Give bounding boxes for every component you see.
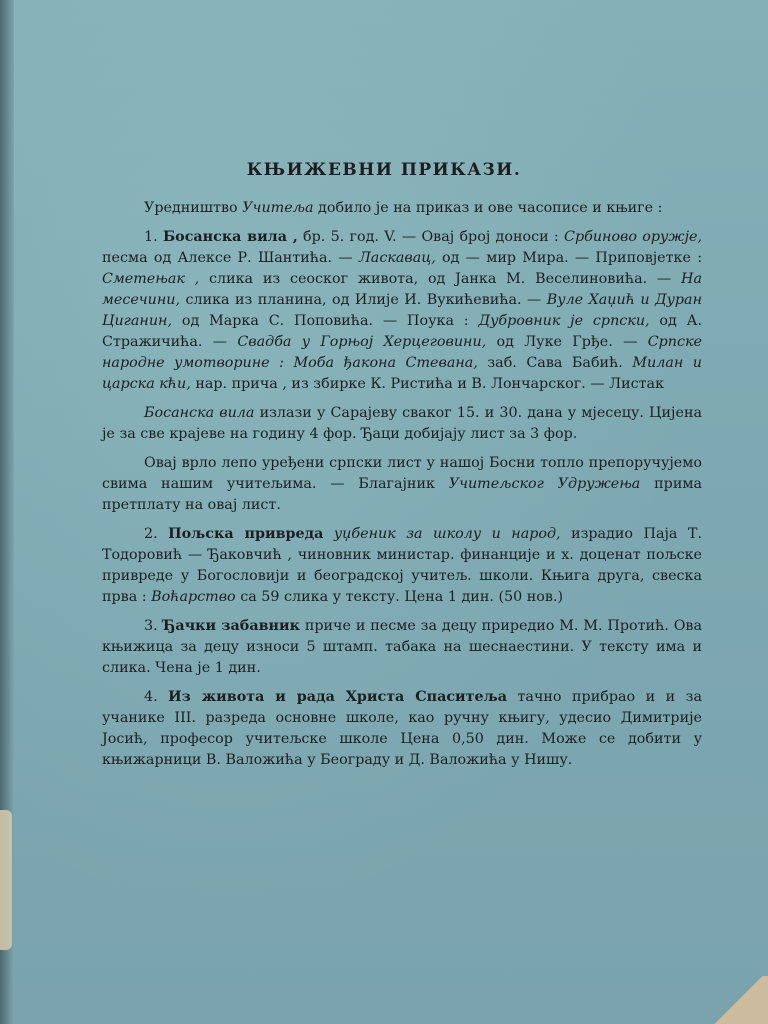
- item-text: приче и песме за децу приредио М. М. Протић. Ова књижица за децу износи 5 штамп. табака на шеснаестини. У тексту има и слика. Чена је 1 дин.: [102, 618, 702, 676]
- journal-name: Учитеља: [242, 200, 314, 216]
- item-title: Из живота и рада Христа Спаситеља: [168, 689, 508, 705]
- intro-paragraph: [102, 198, 702, 219]
- item-text: прима претплату на овај лист.: [102, 476, 702, 513]
- review-item-3: [102, 616, 702, 679]
- item-italic: Свадба у Горњој Херцеговини,: [237, 334, 487, 350]
- item-title: Босанска вила ,: [162, 229, 298, 245]
- item-italic: Сметењак ,: [102, 271, 200, 287]
- item-italic: уџбеник за школу и народ,: [333, 526, 561, 542]
- article-body: [102, 198, 702, 779]
- item-number: 4.: [144, 689, 158, 705]
- item-text: израдио Паја Т. Тодоровић — Ђаковчић , чиновник министар. финанције и х. доценат пољске привреде у Богословији и београдској учитељ. школи. Књига друга, свеска прва :: [102, 526, 703, 605]
- item-number: 1.: [144, 229, 158, 245]
- item-text: од Марка С. Поповића. — Поука :: [181, 313, 469, 329]
- item-text: од А. Стражичића. —: [102, 313, 703, 350]
- page-title: КЊИЖЕВНИ ПРИКАЗИ.: [246, 160, 522, 180]
- item-text: заб. Сава Бабић.: [487, 355, 623, 371]
- item-title: Ђачки забавник: [162, 618, 300, 634]
- item-text: бр. 5. год. V. — Овај број доноси :: [302, 229, 559, 245]
- item-italic: Вуле Хаџић и Дуран Циганин,: [102, 292, 702, 329]
- item-text: излази у Сарајеву сваког 15. и 30. дана у мјесецу. Цијена је за све крајеве на годину 4 фор. Ђаци добијају лист за 3 фор.: [102, 405, 703, 442]
- item-text: тачно прибрао и и за учанике III. разреда основне школе, као ручну књигу, удесио Димитрије Јосић, професор учитељске школе Цена 0,50 дин. Може се добити у књижарници В. Валожића у Београду и Д. Валожића у Нишу.: [102, 689, 703, 768]
- item-italic: Српске народне умотворине : Моба ђакона Стевана,: [102, 334, 702, 371]
- item-text: Овај врло лепо уређени српски лист у нашој Босни топло препоручујемо свима нашим учитељима. — Благајник: [102, 455, 702, 492]
- review-item-1: [102, 227, 702, 395]
- item-italic: Србиново оружје,: [564, 229, 703, 245]
- intro-text: добило је на приказ и ове часописе и књиге :: [318, 200, 663, 216]
- item-italic: Дубровник је српски,: [478, 313, 650, 329]
- review-item-2: [102, 524, 702, 608]
- item-italic: Воћарство: [151, 589, 236, 605]
- review-item-4: [102, 687, 702, 771]
- item-text: нар. прича , из збирке К. Ристића и В. Лончарског. — Листак: [195, 376, 665, 392]
- item-text: са 59 слика у тексту. Цена 1 дин. (50 нов.): [240, 589, 564, 605]
- review-item-1-note: [102, 403, 702, 445]
- item-italic: Ласкавац,: [358, 250, 436, 266]
- item-italic: Босанска вила: [144, 405, 255, 421]
- item-italic: Учитељског Удружења: [448, 476, 641, 492]
- corner-tear: [708, 976, 768, 1024]
- item-title: Пољска привреда: [168, 526, 324, 542]
- item-italic: На месечини,: [102, 271, 702, 308]
- item-text: слика из сеоског живота, од Јанка М. Веселиновића. —: [209, 271, 672, 287]
- intro-text: Уредништво: [144, 200, 238, 216]
- item-text: од — мир Мира. — Приповјетке :: [442, 250, 703, 266]
- item-text: песма од Алексе Р. Шантића. —: [102, 250, 353, 266]
- review-item-1-recommendation: [102, 453, 702, 516]
- item-number: 2.: [144, 526, 158, 542]
- item-number: 3.: [144, 618, 158, 634]
- item-text: слика из планина, од Илије И. Вукићевића. —: [185, 292, 542, 308]
- item-italic: Милан и царска кћи,: [102, 355, 702, 392]
- paper-tear: [0, 810, 12, 950]
- item-text: од Луке Грђе. —: [496, 334, 638, 350]
